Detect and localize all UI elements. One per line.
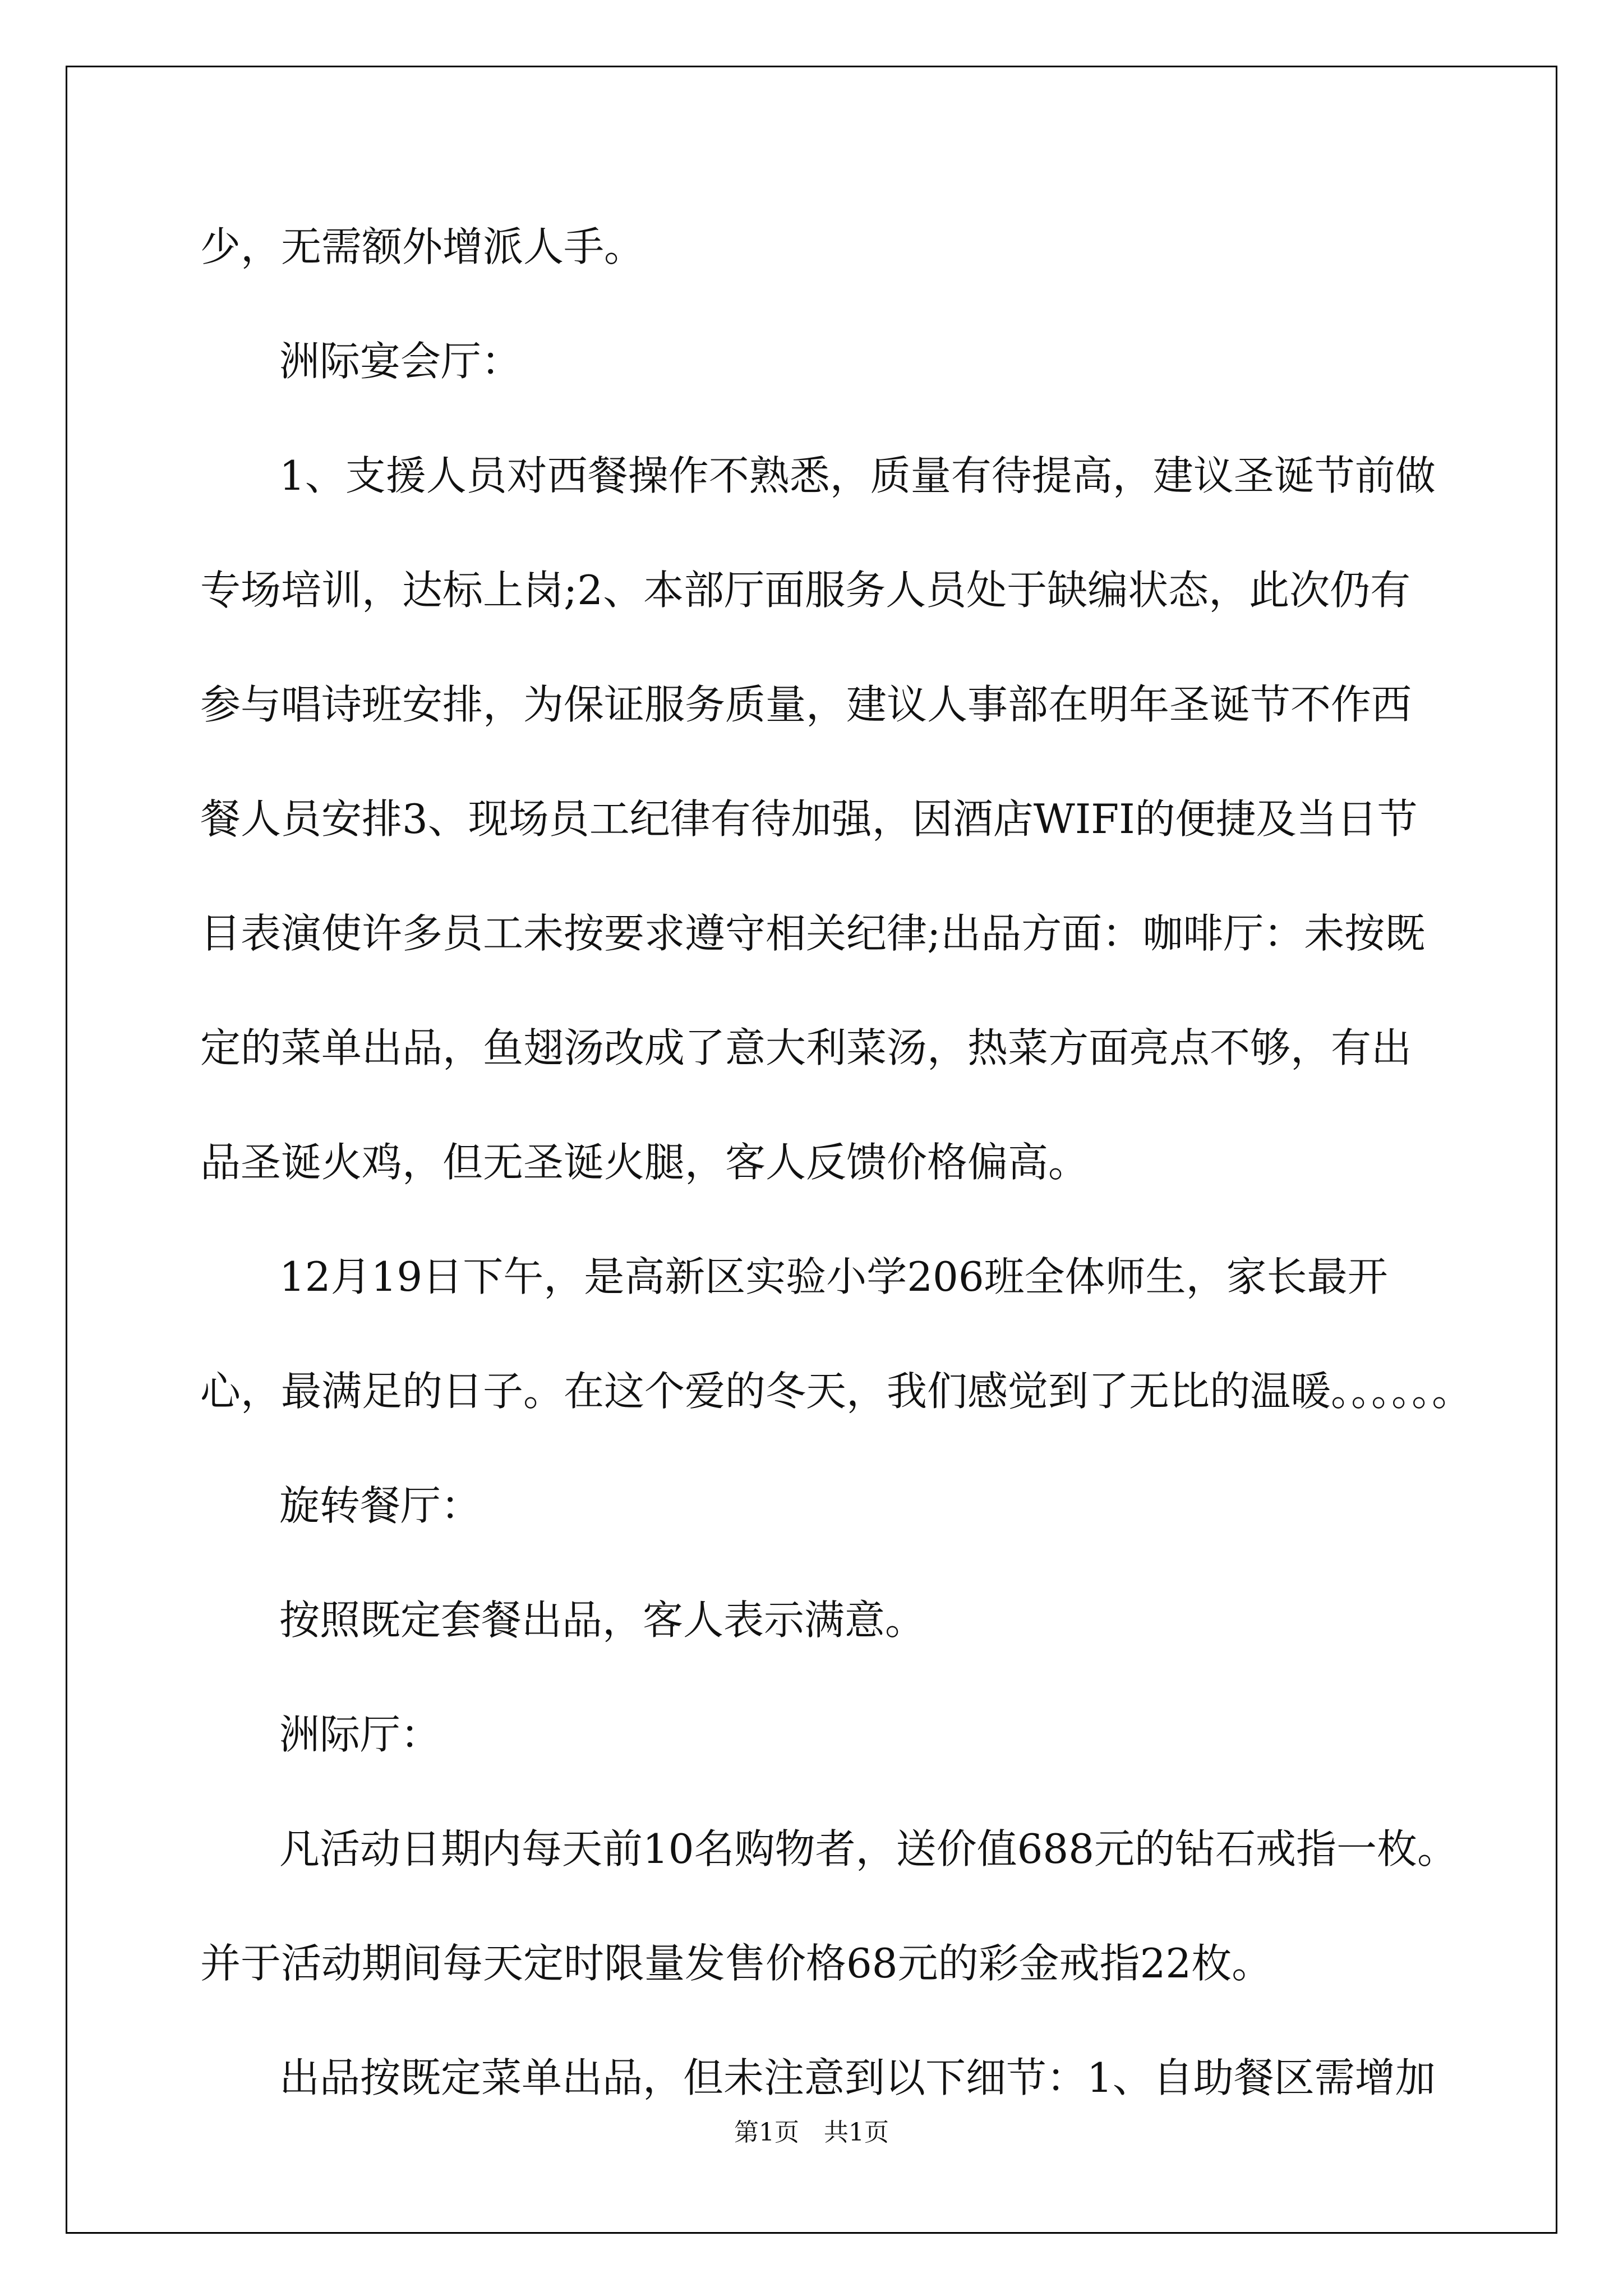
- text-line: 少，无需额外增派人手。: [200, 223, 645, 270]
- text-line: 并于活动期间每天定时限量发售价格68元的彩金戒指22枚。: [200, 1940, 1272, 1987]
- text-line: 目表演使许多员工未按要求遵守相关纪律;出品方面：咖啡厅：未按既: [200, 910, 1426, 957]
- page-footer: 第1页 共1页: [734, 2118, 889, 2147]
- text-line: 心，最满足的日子。在这个爱的冬天，我们感觉到了无比的温暖。。。。。。: [200, 1368, 1473, 1415]
- text-line: 按照既定套餐出品，客人表示满意。: [279, 1596, 926, 1644]
- section-heading: 洲际宴会厅：: [279, 338, 522, 385]
- text-line: 餐人员安排3、现场员工纪律有待加强，因酒店WIFI的便捷及当日节: [200, 795, 1418, 843]
- text-line: 12月19日下午，是高新区实验小学206班全体师生，家长最开: [279, 1253, 1388, 1300]
- text-line: 品圣诞火鸡，但无圣诞火腿，客人反馈价格偏高。: [200, 1139, 1089, 1186]
- text-line: 定的菜单出品，鱼翅汤改成了意大利菜汤，热菜方面亮点不够，有出: [200, 1024, 1412, 1071]
- text-line: 1、支援人员对西餐操作不熟悉，质量有待提高，建议圣诞节前做: [279, 452, 1436, 499]
- text-line: 参与唱诗班安排，为保证服务质量，建议人事部在明年圣诞节不作西: [200, 681, 1412, 728]
- section-heading: 洲际厅：: [279, 1711, 441, 1758]
- section-heading: 旋转餐厅：: [279, 1482, 482, 1529]
- text-line: 专场培训，达标上岗;2、本部厅面服务人员处于缺编状态，此次仍有: [200, 567, 1411, 614]
- text-line: 出品按既定菜单出品，但未注意到以下细节：1、自助餐区需增加: [279, 2054, 1436, 2101]
- text-line: 凡活动日期内每天前10名购物者，送价值688元的钻石戒指一枚。: [279, 1825, 1458, 1872]
